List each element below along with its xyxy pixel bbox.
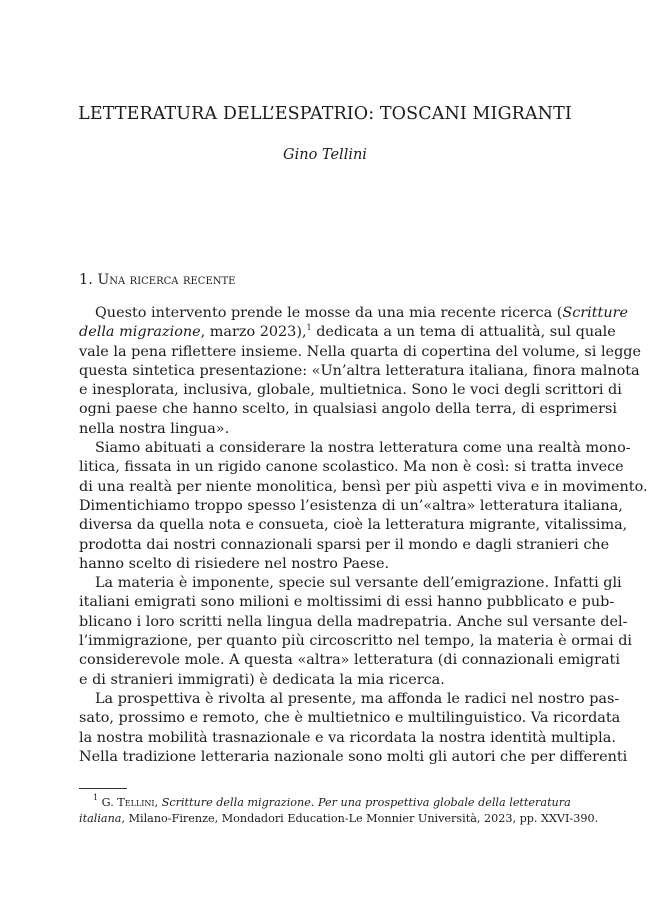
footnote bbox=[79, 793, 599, 827]
article-title: LETTERATURA DELL’ESPATRIO: TOSCANI MIGRANTI bbox=[78, 104, 572, 124]
body-line: della migrazione, marzo 2023),$^1$ dedicata a un tema di attualità, sul quale bbox=[79, 323, 616, 341]
body-line: La materia è imponente, specie sul versante dell’emigrazione. Infatti gli bbox=[95, 575, 622, 592]
body-line: considerevole mole. A questa «altra» letteratura (di connazionali emigrati bbox=[79, 652, 620, 669]
article-author: Gino Tellini bbox=[283, 147, 367, 163]
body-line: di una realtà per niente monolitica, bensì per più aspetti viva e in movimento. bbox=[79, 478, 648, 495]
body-line: e inesplorata, inclusiva, globale, multietnica. Sono le voci degli scrittori di bbox=[79, 382, 622, 399]
body-line: questa sintetica presentazione: «Un’altra letteratura italiana, finora malnota bbox=[79, 362, 640, 379]
body-line: la nostra mobilità trasnazionale e va ricordata la nostra identità multipla. bbox=[79, 729, 616, 746]
body-line: Siamo abituati a considerare la nostra letteratura come una realtà mono- bbox=[95, 440, 631, 457]
footnote-line bbox=[79, 811, 599, 827]
body-line: l’immigrazione, per quanto più circoscritto nel tempo, la materia è ormai di bbox=[79, 633, 633, 650]
body-text bbox=[79, 304, 648, 767]
footnote-title: Scritture della migrazione. Per una prospettiva globale della letteratura bbox=[161, 796, 571, 809]
body-line: hanno scelto di risiedere nel nostro Paese. bbox=[79, 555, 390, 572]
body-line: sato, prossimo e remoto, che è multietnico e multilinguistico. Va ricordata bbox=[79, 710, 621, 727]
body-line: La prospettiva è rivolta al presente, ma affonda le radici nel nostro pas- bbox=[95, 690, 620, 707]
body-line: Nella tradizione letteraria nazionale sono molti gli autori che per differenti bbox=[79, 748, 628, 765]
body-line: prodotta dai nostri connazionali sparsi per il mondo e dagli stranieri che bbox=[79, 536, 610, 553]
body-line: diversa da quella nota e consueta, cioè la letteratura migrante, vitalissima, bbox=[79, 517, 628, 534]
footnote-author: G. Tellini bbox=[101, 796, 155, 809]
body-line: litica, fissata in un rigido canone scolastico. Ma non è così: si tratta invece bbox=[79, 459, 624, 476]
body-line: vale la pena riflettere insieme. Nella quarta di copertina del volume, si legge bbox=[79, 343, 642, 360]
section-title: Una ricerca recente bbox=[97, 272, 236, 288]
footnote-marker: 1 bbox=[93, 793, 99, 802]
footnote-divider bbox=[79, 788, 127, 789]
footnote-title-cont: italiana bbox=[79, 812, 122, 825]
section-heading bbox=[79, 270, 235, 290]
body-line: e di stranieri immigrati) è dedicata la mia ricerca. bbox=[79, 671, 445, 688]
body-line: blicano i loro scritti nella lingua della madrepatria. Anche sul versante del- bbox=[79, 613, 628, 630]
footnote-publication: , Milano-Firenze, Mondadori Education-Le Monnier Università, 2023, pp. XXVI-390. bbox=[121, 812, 599, 825]
body-line: italiani emigrati sono milioni e moltissimi di essi hanno pubblicato e pub- bbox=[79, 594, 615, 611]
body-line: Dimentichiamo troppo spesso l’esistenza di un’«altra» letteratura italiana, bbox=[79, 497, 623, 514]
body-line: nella nostra lingua». bbox=[79, 420, 230, 437]
footnote-ref: 1 bbox=[306, 323, 312, 333]
section-number: 1. bbox=[79, 272, 98, 288]
footnote-line: $^1$ G. Tellini, Scritture della migrazione. Per una prospettiva globale della letteratura bbox=[93, 793, 571, 809]
body-line: ogni paese che hanno scelto, in qualsiasi angolo della terra, di esprimersi bbox=[79, 401, 617, 418]
body-line: Questo intervento prende le mosse da una mia recente ricerca (Scritture bbox=[95, 305, 628, 321]
